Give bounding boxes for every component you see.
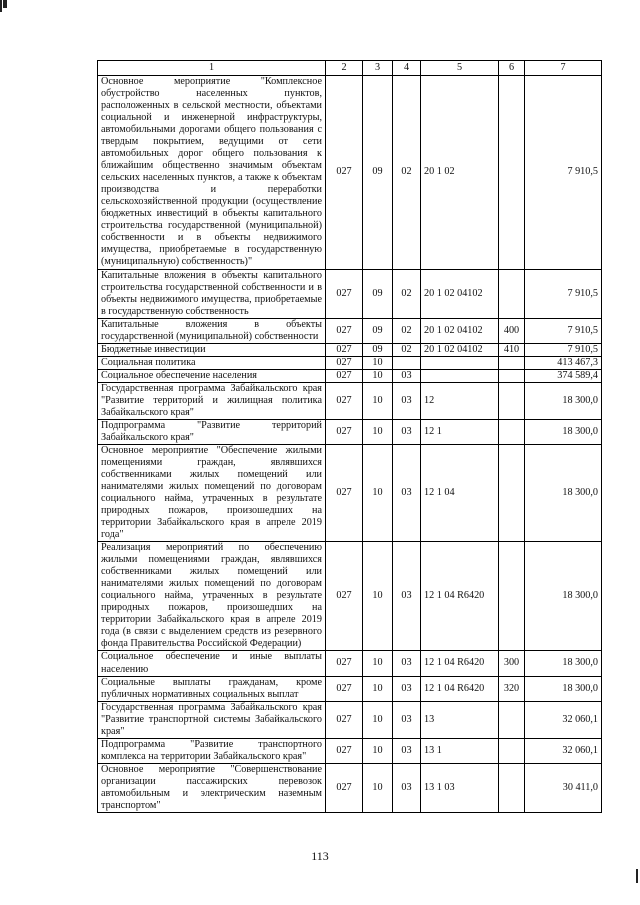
row-name: Основное мероприятие "Совершенствование организации пассажирских перевозок автомобильным и электрическим наземным транспортом" (98, 763, 326, 812)
row-name: Основное мероприятие "Обеспечение жилыми помещениями граждан, являвшихся собственниками жилых помещений или нанимателями жилых помещений по договорам социального найма, утраченных в результате природных пожаров, произошедших на территории Забайкальского края в апреле 2019 года" (98, 444, 326, 541)
row-subsection-code: 03 (393, 763, 421, 812)
row-target-article: 12 1 04 R6420 (421, 651, 499, 676)
row-name: Государственная программа Забайкальского края "Развитие транспортной системы Забайкальского края" (98, 701, 326, 738)
row-expense-type (499, 382, 525, 419)
header-row (98, 61, 602, 76)
header-col-6: 6 (499, 61, 525, 76)
row-amount: 30 411,0 (525, 763, 602, 812)
row-subsection-code: 02 (393, 76, 421, 270)
row-expense-type (499, 763, 525, 812)
row-target-article: 13 (421, 701, 499, 738)
table-row (98, 444, 602, 541)
row-amount: 374 589,4 (525, 369, 602, 382)
row-grbs-code: 027 (326, 763, 363, 812)
row-section-code: 10 (363, 738, 393, 763)
row-section-code: 10 (363, 542, 393, 651)
header-col-2: 2 (326, 61, 363, 76)
row-subsection-code: 02 (393, 318, 421, 343)
row-subsection-code: 03 (393, 738, 421, 763)
row-grbs-code: 027 (326, 76, 363, 270)
row-grbs-code: 027 (326, 382, 363, 419)
row-target-article: 12 (421, 382, 499, 419)
row-expense-type: 400 (499, 318, 525, 343)
row-expense-type (499, 542, 525, 651)
row-target-article: 12 1 (421, 419, 499, 444)
row-subsection-code (393, 356, 421, 369)
row-subsection-code: 02 (393, 343, 421, 356)
budget-table (97, 60, 602, 813)
table-row (98, 343, 602, 356)
table-row (98, 542, 602, 651)
row-expense-type (499, 369, 525, 382)
row-amount: 18 300,0 (525, 542, 602, 651)
header-col-5: 5 (421, 61, 499, 76)
row-subsection-code: 03 (393, 701, 421, 738)
row-grbs-code: 027 (326, 356, 363, 369)
table-row (98, 269, 602, 318)
row-section-code: 09 (363, 343, 393, 356)
row-grbs-code: 027 (326, 419, 363, 444)
row-subsection-code: 03 (393, 382, 421, 419)
row-expense-type (499, 701, 525, 738)
row-subsection-code: 02 (393, 269, 421, 318)
table-row (98, 419, 602, 444)
row-grbs-code: 027 (326, 269, 363, 318)
row-target-article: 12 1 04 R6420 (421, 676, 499, 701)
row-expense-type: 410 (499, 343, 525, 356)
row-grbs-code: 027 (326, 676, 363, 701)
row-amount: 32 060,1 (525, 701, 602, 738)
row-grbs-code: 027 (326, 343, 363, 356)
table-row (98, 356, 602, 369)
row-amount: 7 910,5 (525, 269, 602, 318)
scan-mark (0, 0, 2, 12)
row-grbs-code: 027 (326, 651, 363, 676)
row-section-code: 10 (363, 369, 393, 382)
page-number: 113 (311, 849, 329, 863)
row-amount: 18 300,0 (525, 651, 602, 676)
row-name: Основное мероприятие "Комплексное обустройство населенных пунктов, расположенных в сельской местности, объектами социальной и инженерной инфраструктуры, автомобильными дорогами общего пользования с твердым покрытием, ведущими от сети автомобильных дорог общего пользования к ближайшим общественно значимым объектам сельских населенных пунктов, а также к объектам производства и переработки сельскохозяйственной продукции (осуществление бюджетных инвестиций в объекты капитального строительства государственной (муниципальной) собственности и в объекты недвижимого имущества, приобретаемые в государственную (муниципальную) собственность)" (98, 76, 326, 270)
row-grbs-code: 027 (326, 318, 363, 343)
row-target-article: 20 1 02 04102 (421, 269, 499, 318)
row-section-code: 10 (363, 651, 393, 676)
row-amount: 32 060,1 (525, 738, 602, 763)
row-grbs-code: 027 (326, 542, 363, 651)
row-name: Государственная программа Забайкальского края "Развитие территорий и жилищная политика Забайкальского края" (98, 382, 326, 419)
table-row (98, 382, 602, 419)
row-grbs-code: 027 (326, 444, 363, 541)
header-col-3: 3 (363, 61, 393, 76)
row-target-article (421, 356, 499, 369)
row-section-code: 10 (363, 676, 393, 701)
row-expense-type (499, 269, 525, 318)
row-amount: 7 910,5 (525, 318, 602, 343)
row-section-code: 10 (363, 419, 393, 444)
row-name: Бюджетные инвестиции (98, 343, 326, 356)
table-row (98, 763, 602, 812)
header-col-4: 4 (393, 61, 421, 76)
row-subsection-code: 03 (393, 676, 421, 701)
row-grbs-code: 027 (326, 738, 363, 763)
row-section-code: 10 (363, 444, 393, 541)
row-target-article: 12 1 04 R6420 (421, 542, 499, 651)
row-expense-type (499, 419, 525, 444)
header-col-7: 7 (525, 61, 602, 76)
row-target-article: 13 1 (421, 738, 499, 763)
row-amount: 18 300,0 (525, 419, 602, 444)
row-section-code: 10 (363, 763, 393, 812)
row-grbs-code: 027 (326, 369, 363, 382)
row-expense-type: 300 (499, 651, 525, 676)
row-subsection-code: 03 (393, 369, 421, 382)
header-col-1: 1 (98, 61, 326, 76)
row-amount: 7 910,5 (525, 343, 602, 356)
row-name: Социальное обеспечение населения (98, 369, 326, 382)
row-amount: 18 300,0 (525, 382, 602, 419)
row-target-article (421, 369, 499, 382)
row-expense-type (499, 444, 525, 541)
row-subsection-code: 03 (393, 651, 421, 676)
row-name: Капитальные вложения в объекты капитального строительства государственной собственности и в объекты недвижимого имущества, приобретаемые в государственную собственность (98, 269, 326, 318)
table-row (98, 76, 602, 270)
row-expense-type: 320 (499, 676, 525, 701)
row-amount: 18 300,0 (525, 676, 602, 701)
row-subsection-code: 03 (393, 542, 421, 651)
row-grbs-code: 027 (326, 701, 363, 738)
row-section-code: 09 (363, 76, 393, 270)
scan-mark (636, 869, 638, 883)
row-section-code: 10 (363, 382, 393, 419)
row-name: Социальное обеспечение и иные выплаты населению (98, 651, 326, 676)
row-section-code: 10 (363, 701, 393, 738)
row-amount: 413 467,3 (525, 356, 602, 369)
row-amount: 7 910,5 (525, 76, 602, 270)
row-section-code: 09 (363, 269, 393, 318)
table-row (98, 318, 602, 343)
row-amount: 18 300,0 (525, 444, 602, 541)
row-section-code: 10 (363, 356, 393, 369)
row-target-article: 20 1 02 04102 (421, 318, 499, 343)
row-name: Социальная политика (98, 356, 326, 369)
table-row (98, 369, 602, 382)
row-name: Подпрограмма "Развитие территорий Забайкальского края" (98, 419, 326, 444)
table-row (98, 676, 602, 701)
row-expense-type (499, 738, 525, 763)
row-target-article: 20 1 02 04102 (421, 343, 499, 356)
row-name: Подпрограмма "Развитие транспортного комплекса на территории Забайкальского края" (98, 738, 326, 763)
row-name: Капитальные вложения в объекты государственной (муниципальной) собственности (98, 318, 326, 343)
row-target-article: 20 1 02 (421, 76, 499, 270)
table-row (98, 701, 602, 738)
row-section-code: 09 (363, 318, 393, 343)
row-target-article: 12 1 04 (421, 444, 499, 541)
table-row (98, 651, 602, 676)
row-name: Реализация мероприятий по обеспечению жилыми помещениями граждан, являвшихся собственниками жилых помещений или нанимателями жилых помещений по договорам социального найма, утраченных в результате природных пожаров, произошедших на территории Забайкальского края в апреле 2019 года (в связи с выделением средств из резервного фонда Правительства Российской Федерации) (98, 542, 326, 651)
row-expense-type (499, 356, 525, 369)
row-subsection-code: 03 (393, 419, 421, 444)
row-target-article: 13 1 03 (421, 763, 499, 812)
row-expense-type (499, 76, 525, 270)
row-name: Социальные выплаты гражданам, кроме публичных нормативных социальных выплат (98, 676, 326, 701)
row-subsection-code: 03 (393, 444, 421, 541)
table-row (98, 738, 602, 763)
scan-mark (3, 0, 7, 8)
